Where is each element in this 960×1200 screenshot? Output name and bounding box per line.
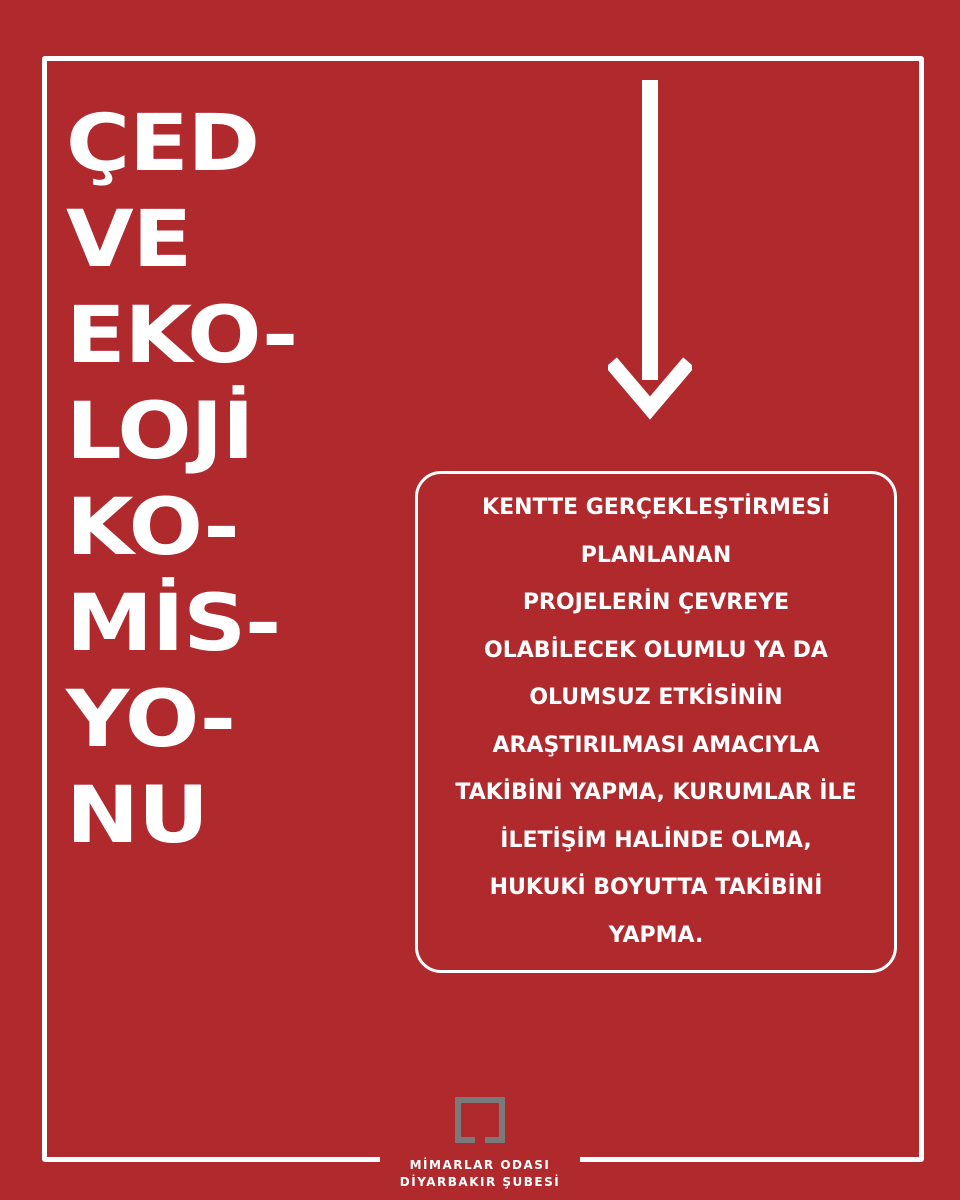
description-box bbox=[415, 471, 897, 973]
organization-name-line1: MİMARLAR ODASI bbox=[409, 1158, 551, 1172]
description-line: OLABİLECEK OLUMLU YA DA bbox=[484, 637, 828, 663]
commission-title bbox=[66, 96, 298, 864]
organization-name bbox=[360, 1157, 600, 1191]
title-line: EKO- bbox=[66, 291, 298, 381]
description-line: OLUMSUZ ETKİSİNİN bbox=[529, 685, 783, 710]
description-line: PROJELERİN ÇEVREYE bbox=[522, 590, 790, 615]
title-line: KO- bbox=[66, 483, 239, 573]
description-line: PLANLANAN bbox=[580, 542, 732, 568]
description-line: KENTTE GERÇEKLEŞTİRMESİ bbox=[482, 495, 830, 520]
description-text bbox=[418, 484, 894, 959]
arrow-down-icon bbox=[608, 80, 692, 425]
title-line: MİS- bbox=[66, 579, 281, 669]
title-line: LOJİ bbox=[66, 387, 254, 477]
organization-name-line2: DİYARBAKIR ŞUBESİ bbox=[399, 1175, 561, 1189]
chamber-logo-icon bbox=[451, 1093, 509, 1147]
description-line: YAPMA. bbox=[608, 922, 704, 948]
description-line: TAKİBİNİ YAPMA, KURUMLAR İLE bbox=[455, 780, 857, 805]
title-line: YO- bbox=[66, 675, 235, 765]
title-line: VE bbox=[66, 195, 192, 285]
description-line: ARAŞTIRILMASI AMACIYLA bbox=[492, 732, 820, 758]
description-line: İLETİŞİM HALİNDE OLMA, bbox=[500, 827, 812, 853]
description-line: HUKUKİ BOYUTTA TAKİBİNİ bbox=[489, 875, 823, 900]
title-line: ÇED bbox=[66, 99, 259, 189]
title-line: NU bbox=[66, 771, 208, 861]
